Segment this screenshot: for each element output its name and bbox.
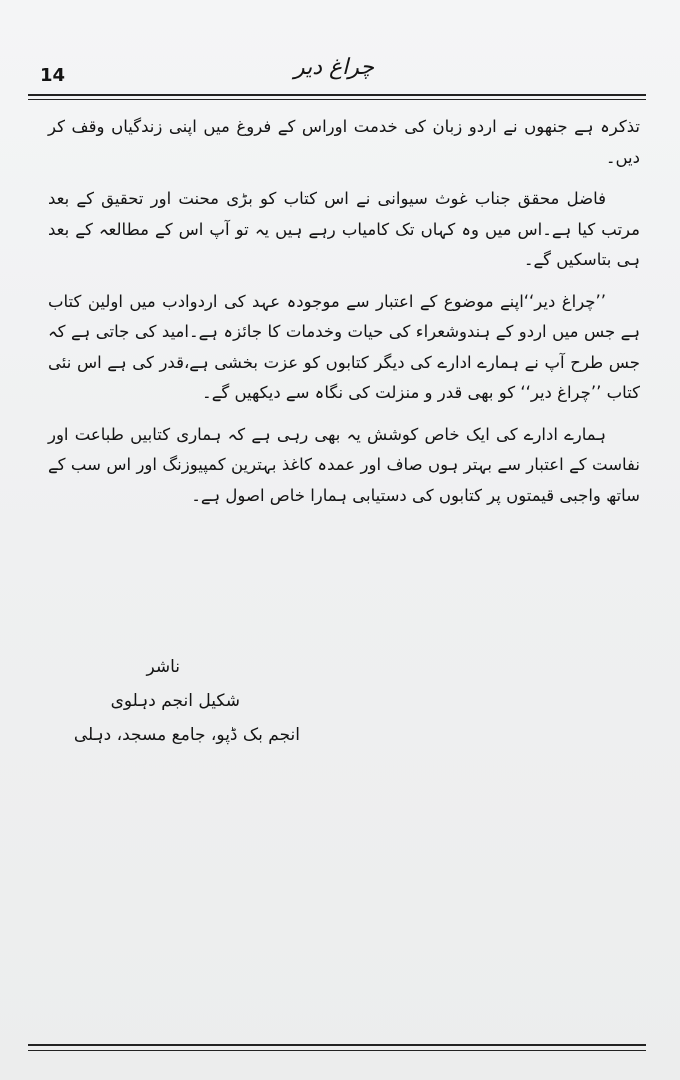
publisher-signature [40,650,300,752]
page-number: 14 [40,65,66,86]
footer-rule [28,1044,646,1046]
header-rule-thin [28,99,646,100]
paragraph-book-description: ’’چراغ دیر‘‘اپنے موضوع کے اعتبار سے موجودہ عہد کی اردوادب میں اولین کتاب ہے جس میں اردو کے ہندوشعراء کی حیات وخدمات کا جائزہ ہے۔امید کی جاتی ہے کہ جس طرح آپ نے ہمارے ادارے کی دیگر کتابوں کو عزت بخشی ہے،قدر کی ہے اس نئی کتاب ’’چراغ دیر‘‘ کو بھی قدر و منزلت کی نگاہ سے دیکھیں گے۔ [48,291,640,402]
paragraph-continuation: تذکرہ ہے جنھوں نے اردو زبان کی خدمت اوراس کے فروغ میں اپنی زندگیاں وقف کر دیں۔ [48,117,640,167]
signature-address: انجم بک ڈپو، جامع مسجد، دہلی [73,725,300,745]
footer-rule-thin [28,1050,646,1051]
signature-role: ناشر [146,657,180,677]
signature-name: شکیل انجم دہلوی [110,691,240,711]
header-rule [28,94,646,96]
body-text [48,112,640,522]
paragraph-publisher-policy: ہمارے ادارے کی ایک خاص کوشش یہ بھی رہی ہے کہ ہماری کتابیں طباعت اور نفاست کے اعتبار سے بہتر ہوں صاف اور عمدہ کاغذ بہترین کمپیوزنگ اور اس سب کے ساتھ واجبی قیمتوں پر کتابوں کی دستیابی ہمارا خاص اصول ہے۔ [48,424,640,505]
paragraph-editor: فاضل محقق جناب غوث سیوانی نے اس کتاب کو بڑی محنت اور تحقیق کے بعد مرتب کیا ہے۔اس میں وہ کہاں تک کامیاب رہے ہیں یہ تو آپ اس کے مطالعہ کے بعد ہی بتاسکیں گے۔ [48,189,640,269]
running-title: چراغ دیر [293,55,375,80]
